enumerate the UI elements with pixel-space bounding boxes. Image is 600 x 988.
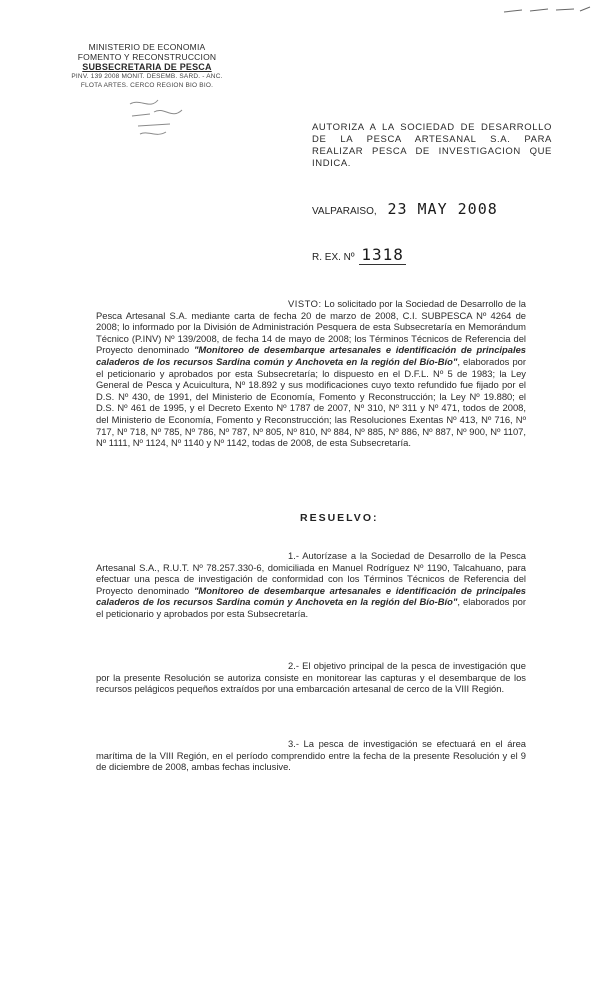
resuelvo-heading: RESUELVO: xyxy=(300,512,379,524)
ministry-name: MINISTERIO DE ECONOMIA xyxy=(88,42,206,52)
reference-line-1: PINV. 139 2008 MONIT. DESEMB. SARD. - ANC. xyxy=(71,73,223,80)
paragraph-3-text: 3.- La pesca de investigación se efectuará en el área marítima de la VIII Región, en el período comprendido entre la fecha de la presente Resolución y el 9 de diciembre de 2008, ambas fechas inclusive. xyxy=(96,738,526,773)
paragraph-3 xyxy=(96,738,526,773)
resolution-number: 1318 xyxy=(361,245,404,264)
reference-line-2: FLOTA ARTES. CERCO REGION BIO BIO. xyxy=(80,82,214,89)
place-name: VALPARAISO, xyxy=(312,206,377,217)
visto-label: VISTO: xyxy=(288,298,322,309)
paragraph-1-text-a: 1.- Autorízase a la Sociedad de Desarrollo de la Pesca Artesanal S.A., R.U.T. Nº 78.257.330-6, domiciliada en Manuel Rodríguez Nº 1190, Talcahuano, para efectuar una pesca de investigación de conformidad con los Términos Técnicos de Referencia del Proyecto denominado xyxy=(96,550,526,596)
place-and-date xyxy=(312,200,562,218)
resolution-number-line xyxy=(312,245,512,264)
date-stamp: 23 MAY 2008 xyxy=(387,200,498,218)
ministry-header xyxy=(62,42,232,90)
paragraph-1-text-b: , elaborados por el peticionario y aprobados por esta Subsecretaría. xyxy=(96,596,526,619)
visto-text-b: , elaborados por el peticionario y aprobados por esta Subsecretaría; lo dispuesto en el D.F.L. Nº 5 de 1983; la Ley General de Pesca y Acuicultura, Nº 18.892 y sus modificaciones cuyo texto refundido fue fijado por el D.S. Nº 430, de 1991, del Ministerio de Economía, Fomento y Reconstrucción; la Ley Nº 19.880; el D.S. Nº 461 de 1995, y el Decreto Exento Nº 1787 de 2007, Nº 310, Nº 311 y Nº 471, todos de 2008, del Ministerio de Economía, Fomento y Reconstrucción; las Resoluciones Exentas Nº 413, Nº 716, Nº 717, Nº 718, Nº 785, Nº 786, Nº 787, Nº 805, Nº 810, Nº 884, Nº 885, Nº 886, Nº 887, Nº 900, Nº 1107, Nº 1111, Nº 1124, Nº 1140 y Nº 1142, todas de 2008, de esta Subsecretaría. xyxy=(96,355,526,449)
subject-block: AUTORIZA A LA SOCIEDAD DE DESARROLLO DE LA PESCA ARTESANAL S.A. PARA REALIZAR PESCA DE INVESTIGACION QUE INDICA. xyxy=(312,122,552,169)
corner-scribble-mark xyxy=(502,4,592,16)
subsecretaria-name: SUBSECRETARIA DE PESCA xyxy=(82,62,212,72)
paragraph-2-text: 2.- El objetivo principal de la pesca de investigación que por la presente Resolución se autoriza consiste en monitorear las capturas y el desembarque de los recursos pelágicos pequeños extraídos por una embarcación artesanal de cerco de la VIII Región. xyxy=(96,660,526,695)
paragraph-2 xyxy=(96,660,526,695)
visto-project-name: "Monitoreo de desembarque artesanales e identificación de principales caladeros de los recursos Sardina común y Anchoveta en la región del Bío-Bío" xyxy=(96,344,526,367)
resolution-label: R. EX. Nº xyxy=(312,252,355,263)
visto-paragraph xyxy=(96,298,526,449)
paragraph-1-project-name: "Monitoreo de desembarque artesanales e identificación de principales caladeros de los recursos Sardina común y Anchoveta en la región del Bío-Bío" xyxy=(96,584,526,608)
paragraph-1 xyxy=(96,550,526,620)
visto-text-a: Lo solicitado por la Sociedad de Desarrollo de la Pesca Artesanal S.A. mediante carta de fecha 20 de marzo de 2008, C.I. SUBPESCA Nº 4264 de 2008; lo informado por la División de Administración Pesquera de esta Subsecretaría en Memorándum Técnico (P.INV) Nº 139/2008, de fecha 14 de mayo de 2008; los Términos Técnicos de Referencia del Proyecto denominado xyxy=(96,298,526,356)
official-stamp-mark xyxy=(120,92,200,142)
ministry-name-2: FOMENTO Y RECONSTRUCCION xyxy=(77,52,217,62)
